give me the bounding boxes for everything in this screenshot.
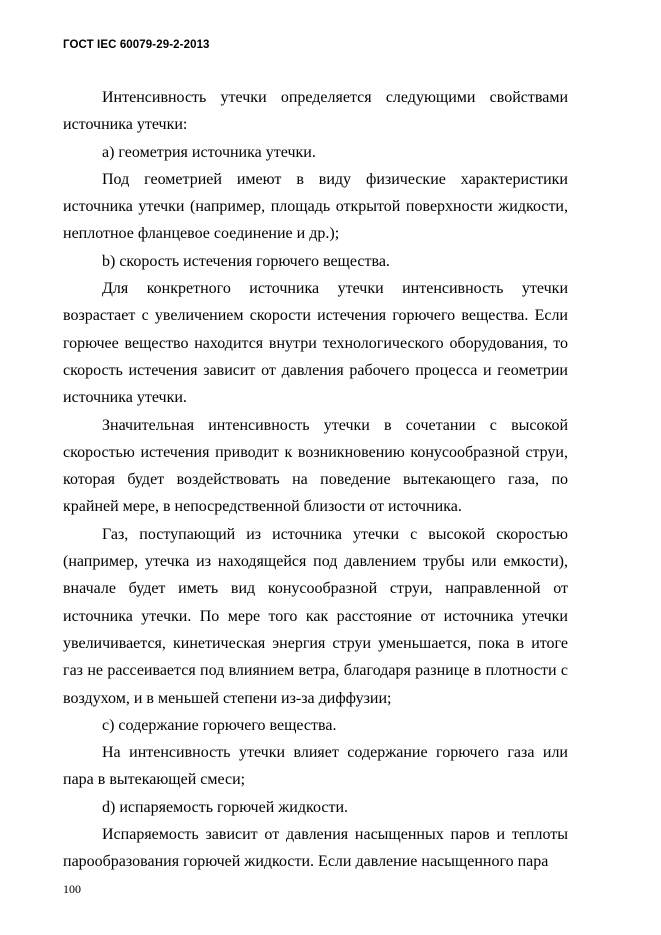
list-item-b: b) скорость истечения горючего вещества.	[102, 252, 390, 270]
paragraph-jet: Значительная интенсивность утечки в сочетании с высокой скоростью истечения приводит к возникновению конусообразной струи, которая будет воздействовать на поведение вытекающего газа, по крайней мере, в непосредственной близости от источника.	[63, 416, 568, 516]
list-item-d: d) испаряемость горючей жидкости.	[102, 798, 349, 816]
paragraph-intro: Интенсивность утечки определяется следующими свойствами источника утечки:	[63, 89, 568, 134]
document-header: ГОСТ IEC 60079-29-2-2013	[63, 39, 210, 51]
list-item-a: a) геометрия источника утечки.	[102, 143, 316, 161]
paragraph-volatility: Испаряемость зависит от давления насыщенных паров и теплоты парообразования горючей жидкости. Если давление насыщенного пара	[63, 826, 568, 871]
paragraph-velocity: Для конкретного источника утечки интенсивность утечки возрастает с увеличением скорости истечения горючего вещества. Если горючее вещество находится внутри технологического оборудования, то скорость истечения зависит от давления рабочего процесса и геометрии источника утечки.	[63, 280, 568, 407]
paragraph-geometry: Под геометрией имеют в виду физические характеристики источника утечки (например, площадь открытой поверхности жидкости, неплотное фланцевое соединение и др.);	[63, 170, 568, 243]
paragraph-gas-dispersion: Газ, поступающий из источника утечки с высокой скоростью (например, утечка из находящейся под давлением трубы или емкости), вначале будет иметь вид конусообразной струи, направленной от источника утечки. По мере того как расстояние от источника утечки увеличивается, кинетическая энергия струи уменьшается, пока в итоге газ не рассеивается под влиянием ветра, благодаря разнице в плотности с воздухом, и в меньшей степени из-за диффузии;	[63, 525, 568, 707]
paragraph-content: На интенсивность утечки влияет содержание горючего газа или пара в вытекающей смеси;	[63, 744, 568, 789]
page-number: 100	[63, 882, 81, 896]
list-item-c: c) содержание горючего вещества.	[102, 716, 337, 734]
document-body	[63, 84, 568, 876]
